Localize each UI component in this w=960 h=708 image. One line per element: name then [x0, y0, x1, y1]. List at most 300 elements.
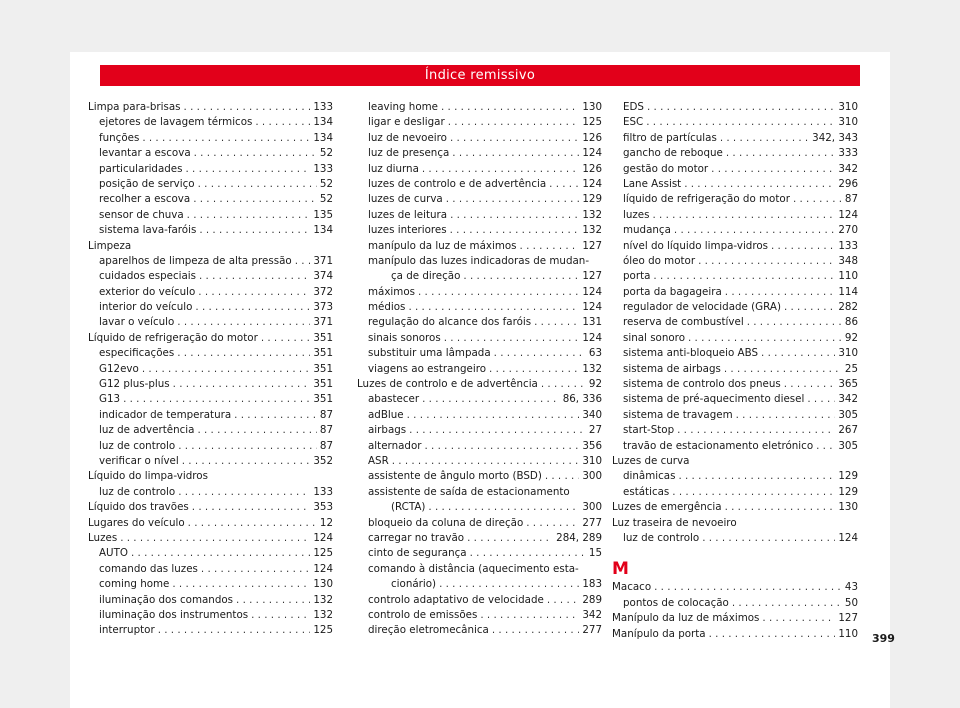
index-page-ref: 351	[313, 393, 333, 406]
index-subentry	[612, 239, 858, 254]
dot-leader	[732, 596, 842, 611]
dot-leader	[199, 223, 310, 238]
index-entry	[88, 516, 333, 531]
index-term: estáticas	[623, 485, 670, 498]
index-term: luzes interiores	[368, 224, 447, 237]
dot-leader	[450, 131, 579, 146]
index-page-ref: 133	[313, 485, 333, 498]
index-subentry	[612, 362, 858, 377]
index-subentry	[88, 377, 333, 392]
index-term: mudança	[623, 224, 671, 237]
index-subentry	[612, 162, 858, 177]
index-page-ref: 110	[838, 627, 858, 640]
index-term: ligar e desligar	[368, 116, 445, 129]
index-page-ref: 374	[313, 270, 333, 283]
index-page-ref: 124	[582, 285, 602, 298]
index-term: sistema de airbags	[623, 362, 721, 375]
index-page-ref: 43	[844, 581, 858, 594]
index-term: luz de controlo	[99, 485, 176, 498]
index-page-ref: 305	[838, 439, 858, 452]
dot-leader	[547, 593, 580, 608]
index-subentry	[88, 546, 333, 561]
index-term: sistema lava-faróis	[99, 224, 197, 237]
index-page-ref: 52	[319, 177, 333, 190]
dot-leader	[131, 546, 310, 561]
dot-leader	[178, 485, 310, 500]
index-term: sensor de chuva	[99, 208, 184, 221]
index-page-ref: 342	[838, 162, 858, 175]
index-page-ref: 310	[582, 454, 602, 467]
dot-leader	[444, 331, 580, 346]
index-subentry	[88, 439, 333, 454]
index-page-ref: 277	[582, 516, 602, 529]
index-term: luzes de controlo e de advertência	[368, 177, 547, 190]
dot-leader	[771, 239, 835, 254]
dot-leader	[784, 300, 835, 315]
dot-leader	[194, 146, 317, 161]
index-subentry	[357, 146, 602, 161]
index-page-ref: 130	[838, 501, 858, 514]
dot-leader	[747, 315, 842, 330]
dot-leader	[807, 392, 835, 407]
index-term: filtro de partículas	[623, 131, 717, 144]
index-page-ref: 372	[313, 285, 333, 298]
index-page-ref: 124	[313, 562, 333, 575]
index-term: luzes de leitura	[368, 208, 448, 221]
index-term: substituir uma lâmpada	[368, 347, 491, 360]
index-subentry	[357, 531, 602, 546]
index-subentry	[357, 192, 602, 207]
index-page-ref: 134	[313, 224, 333, 237]
index-page-ref: 63	[588, 347, 602, 360]
index-page-ref: 87	[319, 439, 333, 452]
dot-leader	[193, 192, 317, 207]
index-page-ref: 310	[838, 116, 858, 129]
index-subentry	[88, 208, 333, 223]
index-subentry	[357, 100, 602, 115]
dot-leader	[198, 285, 310, 300]
index-page-ref: 125	[313, 624, 333, 637]
index-subentry	[357, 285, 602, 300]
index-subentry	[612, 531, 858, 546]
index-term: interior do veículo	[99, 301, 193, 314]
index-subentry	[88, 623, 333, 638]
index-subentry	[357, 577, 602, 592]
index-subentry	[88, 562, 333, 577]
index-page-ref: 373	[313, 301, 333, 314]
index-term: manípulo da luz de máximos	[368, 239, 517, 252]
index-page-ref: 351	[313, 347, 333, 360]
dot-leader	[295, 254, 311, 269]
index-page-ref: 86	[844, 316, 858, 329]
dot-leader	[142, 131, 310, 146]
index-term: Lugares do veículo	[88, 516, 185, 529]
index-term: viagens ao estrangeiro	[368, 362, 487, 375]
index-subentry	[612, 596, 858, 611]
index-term: carregar no travão	[368, 531, 465, 544]
index-subentry	[612, 377, 858, 392]
index-term: alternador	[368, 439, 422, 452]
dot-leader	[793, 192, 842, 207]
index-page-ref: 342, 343	[812, 131, 858, 144]
index-subentry	[88, 485, 333, 500]
index-term: ESC	[623, 116, 644, 129]
index-page-ref: 87	[319, 408, 333, 421]
index-page-ref: 300	[582, 470, 602, 483]
index-page-ref: 25	[844, 362, 858, 375]
index-subentry	[612, 485, 858, 500]
index-page-ref: 124	[313, 531, 333, 544]
index-subentry	[88, 362, 333, 377]
index-term: Manípulo da luz de máximos	[612, 612, 760, 625]
index-term: indicador de temperatura	[99, 408, 232, 421]
index-page-ref: 131	[582, 316, 602, 329]
index-subentry	[357, 346, 602, 361]
index-term: luz de presença	[368, 147, 450, 160]
dot-leader	[526, 516, 579, 531]
index-term: especificações	[99, 347, 175, 360]
index-entry	[88, 100, 333, 115]
dot-leader	[541, 377, 586, 392]
index-subentry	[612, 315, 858, 330]
index-term: óleo do motor	[623, 254, 696, 267]
dot-leader	[446, 192, 580, 207]
index-page-ref: 92	[588, 378, 602, 391]
index-term: ça de direção	[391, 270, 461, 283]
index-subentry	[612, 469, 858, 484]
index-term: exterior do veículo	[99, 285, 196, 298]
index-term: cionário)	[391, 578, 437, 591]
index-page-ref: 86, 336	[562, 393, 602, 406]
index-term: Manípulo da porta	[612, 627, 706, 640]
index-page-ref: 92	[844, 331, 858, 344]
dot-leader	[123, 392, 310, 407]
index-subentry-text: assistente de saída de estacionamento	[368, 485, 570, 498]
index-page-ref: 351	[313, 362, 333, 375]
dot-leader	[251, 608, 310, 623]
index-subentry	[357, 131, 602, 146]
index-term: start-Stop	[623, 424, 675, 437]
dot-leader	[784, 377, 836, 392]
dot-leader	[172, 577, 310, 592]
index-term: líquido de refrigeração do motor	[623, 193, 790, 206]
dot-leader	[192, 500, 311, 515]
index-page-ref: 371	[313, 316, 333, 329]
dot-leader	[761, 346, 835, 361]
dot-leader	[688, 331, 842, 346]
index-page-ref: 114	[838, 285, 858, 298]
dot-leader	[520, 239, 580, 254]
dot-leader	[677, 423, 835, 438]
index-subentry	[612, 100, 858, 115]
dot-leader	[234, 408, 317, 423]
index-term: cuidados especiais	[99, 270, 196, 283]
index-subentry	[88, 223, 333, 238]
index-term: sistema de pré-aquecimento diesel	[623, 393, 805, 406]
dot-leader	[489, 362, 579, 377]
index-term: controlo adaptativo de velocidade	[368, 593, 544, 606]
dot-leader	[684, 177, 835, 192]
index-page-ref: 126	[582, 162, 602, 175]
dot-leader	[674, 223, 835, 238]
index-term: porta da bagageira	[623, 285, 722, 298]
index-term: pontos de colocação	[623, 596, 729, 609]
dot-leader	[441, 100, 579, 115]
index-entry	[612, 611, 858, 626]
index-subentry	[357, 454, 602, 469]
dot-leader	[646, 115, 835, 130]
index-subentry	[88, 593, 333, 608]
dot-leader	[726, 146, 835, 161]
index-page-ref: 267	[838, 424, 858, 437]
index-term: luz de controlo	[99, 439, 176, 452]
index-subentry	[357, 331, 602, 346]
index-page-ref: 127	[582, 270, 602, 283]
index-term: abastecer	[368, 393, 420, 406]
index-page-ref: 300	[582, 501, 602, 514]
dot-leader	[545, 469, 580, 484]
index-entry	[88, 531, 333, 546]
index-term: levantar a escova	[99, 147, 191, 160]
index-letter-heading: M	[612, 559, 629, 580]
index-subentry	[88, 131, 333, 146]
index-subentry	[612, 439, 858, 454]
index-subentry	[88, 300, 333, 315]
index-page-ref: 270	[838, 224, 858, 237]
index-subentry	[88, 346, 333, 361]
dot-leader	[428, 500, 579, 515]
index-entry-heading: Líquido do limpa-vidros	[88, 470, 208, 483]
index-page-ref: 124	[838, 531, 858, 544]
dot-leader	[672, 485, 835, 500]
dot-leader	[549, 177, 579, 192]
index-term: iluminação dos comandos	[99, 593, 234, 606]
index-term: luz de advertência	[99, 424, 195, 437]
dot-leader	[255, 115, 310, 130]
index-page-ref: 133	[313, 101, 333, 113]
index-page-ref: 296	[838, 177, 858, 190]
dot-leader	[647, 100, 835, 115]
index-page-ref: 353	[313, 501, 333, 514]
index-subentry	[357, 423, 602, 438]
dot-leader	[158, 623, 311, 638]
index-page-ref: 129	[582, 193, 602, 206]
index-page-ref: 371	[313, 254, 333, 267]
index-term: ejetores de lavagem térmicos	[99, 116, 253, 129]
index-page-ref: 305	[838, 408, 858, 421]
index-subentry-text: manípulo das luzes indicadoras de mudan-	[368, 254, 590, 267]
index-page-ref: 342	[582, 608, 602, 621]
index-term: luzes de curva	[368, 193, 443, 206]
index-term: Limpa para-brisas	[88, 101, 181, 113]
index-subentry	[357, 546, 602, 561]
dot-leader	[463, 269, 579, 284]
index-subentry	[357, 608, 602, 623]
index-page-ref: 125	[582, 116, 602, 129]
dot-leader	[725, 500, 836, 515]
index-page-ref: 277	[582, 624, 602, 637]
index-subentry	[88, 115, 333, 130]
index-page-ref: 284, 289	[556, 531, 602, 544]
index-term: sistema de controlo dos pneus	[623, 378, 781, 391]
index-page-ref: 50	[844, 596, 858, 609]
index-entry	[88, 331, 333, 346]
index-term: bloqueio da coluna de direção	[368, 516, 524, 529]
index-subentry	[357, 362, 602, 377]
index-term: gestão do motor	[623, 162, 709, 175]
index-term: máximos	[368, 285, 415, 298]
index-page-ref: 124	[838, 208, 858, 221]
index-subentry	[612, 115, 858, 130]
index-term: particularidades	[99, 162, 183, 175]
index-term: ASR	[368, 454, 389, 467]
dot-leader	[199, 269, 310, 284]
index-page-ref: 132	[313, 593, 333, 606]
dot-leader	[452, 146, 579, 161]
dot-leader	[439, 577, 579, 592]
dot-leader	[195, 300, 310, 315]
index-column-2	[357, 100, 602, 639]
index-subentry	[612, 331, 858, 346]
index-term: G12 plus-plus	[99, 378, 170, 391]
index-subentry	[357, 623, 602, 638]
index-page-ref: 124	[582, 177, 602, 190]
index-term: G12evo	[99, 362, 139, 375]
dot-leader	[120, 531, 310, 546]
index-subentry	[357, 408, 602, 423]
index-subentry	[612, 177, 858, 192]
index-page-ref: 126	[582, 131, 602, 144]
index-term: aparelhos de limpeza de alta pressão	[99, 254, 292, 267]
dot-leader	[450, 208, 579, 223]
index-term: airbags	[368, 424, 407, 437]
index-column-3	[612, 100, 858, 642]
index-entry-heading: Luz traseira de nevoeiro	[612, 516, 737, 529]
index-entry	[88, 500, 333, 515]
dot-leader	[470, 546, 586, 561]
index-term: assistente de ângulo morto (BSD)	[368, 470, 542, 483]
index-subentry	[88, 423, 333, 438]
index-term: adBlue	[368, 408, 404, 421]
index-term: AUTO	[99, 547, 128, 560]
index-page-ref: 110	[838, 270, 858, 283]
index-page-ref: 132	[582, 362, 602, 375]
index-page-ref: 282	[838, 301, 858, 314]
dot-leader	[407, 408, 580, 423]
dot-leader	[448, 115, 580, 130]
index-page-ref: 333	[838, 147, 858, 160]
index-page-ref: 12	[319, 516, 333, 529]
index-term: médios	[368, 301, 406, 314]
index-term: Luzes	[88, 531, 118, 544]
dot-leader	[654, 580, 842, 595]
index-entry	[612, 580, 858, 595]
index-page-ref: 133	[313, 162, 333, 175]
index-subentry	[88, 408, 333, 423]
index-subentry	[357, 469, 602, 484]
index-term: verificar o nível	[99, 454, 179, 467]
index-page-ref: 15	[588, 547, 602, 560]
index-page-ref: 342	[838, 393, 858, 406]
index-subentry	[612, 423, 858, 438]
index-term: posição de serviço	[99, 177, 195, 190]
index-column-1	[88, 100, 333, 639]
index-subentry	[612, 254, 858, 269]
index-page-ref: 129	[838, 470, 858, 483]
index-term: sinal sonoro	[623, 331, 685, 344]
dot-leader	[492, 623, 579, 638]
dot-leader	[711, 162, 835, 177]
index-entry-heading: Luzes de curva	[612, 454, 690, 467]
index-subentry	[357, 500, 602, 515]
index-term: iluminação dos instrumentos	[99, 608, 249, 621]
index-term: reserva de combustível	[623, 316, 744, 329]
index-page-ref: 133	[838, 239, 858, 252]
dot-leader	[197, 423, 316, 438]
index-page-ref: 52	[319, 193, 333, 206]
index-subentry	[88, 454, 333, 469]
index-subentry	[357, 115, 602, 130]
index-page-ref: 351	[313, 331, 333, 344]
index-page-ref: 129	[838, 485, 858, 498]
index-subentry	[357, 392, 602, 407]
dot-leader	[709, 627, 836, 642]
dot-leader	[177, 346, 310, 361]
index-subentry	[612, 346, 858, 361]
index-term: sistema de travagem	[623, 408, 733, 421]
index-term: funções	[99, 131, 140, 144]
index-term: sinais sonoros	[368, 331, 441, 344]
page-title-banner: Índice remissivo	[100, 65, 860, 86]
index-term: travão de estacionamento eletrónico	[623, 439, 814, 452]
dot-leader	[186, 162, 311, 177]
index-subentry	[357, 177, 602, 192]
index-term: EDS	[623, 101, 644, 113]
index-subentry	[357, 208, 602, 223]
dot-leader	[182, 454, 311, 469]
index-term: comando das luzes	[99, 562, 198, 575]
dot-leader	[762, 611, 835, 626]
dot-leader	[494, 346, 586, 361]
index-subentry	[88, 192, 333, 207]
index-page-ref: 365	[838, 378, 858, 391]
index-term: coming home	[99, 578, 170, 591]
index-page-ref: 127	[582, 239, 602, 252]
index-term: Líquido dos travões	[88, 501, 189, 514]
dot-leader	[724, 362, 842, 377]
index-term: regulador de velocidade (GRA)	[623, 301, 781, 314]
index-subentry	[357, 593, 602, 608]
index-term: regulação do alcance dos faróis	[368, 316, 532, 329]
index-subentry	[88, 177, 333, 192]
index-term: direção eletromecânica	[368, 624, 489, 637]
dot-leader	[177, 315, 310, 330]
dot-leader	[422, 392, 560, 407]
index-term: gancho de reboque	[623, 147, 723, 160]
index-page-ref: 134	[313, 131, 333, 144]
dot-leader	[408, 300, 579, 315]
index-subentry	[357, 239, 602, 254]
index-page-ref: 134	[313, 116, 333, 129]
index-page-ref: 124	[582, 147, 602, 160]
dot-leader	[201, 562, 310, 577]
index-page-ref: 340	[582, 408, 602, 421]
index-page-ref: 348	[838, 254, 858, 267]
index-subentry	[612, 146, 858, 161]
index-page-ref: 183	[582, 578, 602, 591]
dot-leader	[188, 516, 317, 531]
index-page-ref: 127	[838, 612, 858, 625]
